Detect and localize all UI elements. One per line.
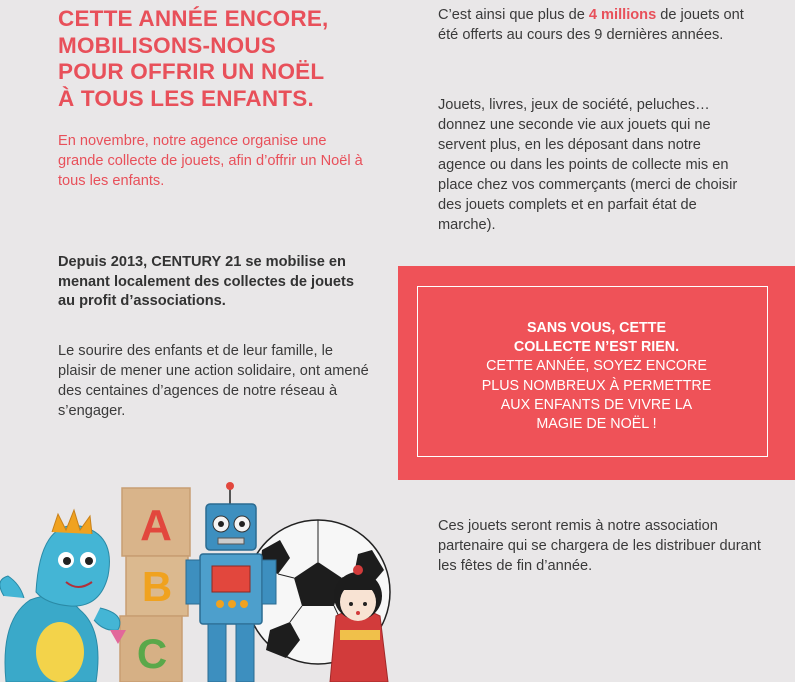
headline-line: CETTE ANNÉE ENCORE, [58,6,329,31]
donation-paragraph: Jouets, livres, jeux de société, peluches… donnez une seconde vie aux jouets qui ne servent plus, en les déposant dans notre agence ou dans les points de collecte mis en place chez vos commerçants (merci de choisir des jouets complets et en parfait état de marche). [438,97,738,233]
millions-text-after: de jouets ont été offerts au cours des 9 dernières années. [438,7,744,43]
block-letter: C [136,630,168,677]
callout-line: AUX ENFANTS DE VIVRE LA [500,396,693,413]
headline [58,6,378,112]
headline-line: POUR OFFRIR UN NOËL [58,59,325,84]
alphabet-blocks [120,488,190,682]
callout-text [398,319,795,434]
dragon-plush [0,510,126,682]
callout-line: CETTE ANNÉE, SOYEZ ENCORE [486,358,707,375]
block-letter: A [140,501,172,550]
toy-robot [186,482,276,682]
century21-paragraph: Depuis 2013, CENTURY 21 se mobilise en menant localement des collectes de jouets au profit d’associations. [58,254,355,309]
callout-line: MAGIE DE NOËL ! [536,416,657,433]
callout-bold-line: COLLECTE N’EST RIEN. [513,339,680,356]
association-paragraph: Ces jouets seront remis à notre association partenaire qui se chargera de les distribuer durant les fêtes de fin d’année. [438,518,761,574]
block-letter: B [141,563,173,610]
millions-highlight: 4 millions [588,7,657,23]
toys-illustration [0,480,400,682]
headline-line: À TOUS LES ENFANTS. [58,85,314,111]
smile-paragraph: Le sourire des enfants et de leur famille, le plaisir de mener une action solidaire, ont amené des centaines d’agences de notre réseau à s’engager. [58,343,369,419]
millions-text-before: C’est ainsi que plus de [438,7,589,23]
callout-bold-line: SANS VOUS, CETTE [526,320,667,336]
millions-paragraph [438,5,758,45]
callout-line: PLUS NOMBREUX À PERMETTRE [481,377,712,394]
intro-paragraph: En novembre, notre agence organise une grande collecte de jouets, afin d’offrir un Noël à tous les enfants. [58,133,363,189]
headline-line: MOBILISONS-NOUS [58,32,277,58]
callout-box [398,266,795,480]
